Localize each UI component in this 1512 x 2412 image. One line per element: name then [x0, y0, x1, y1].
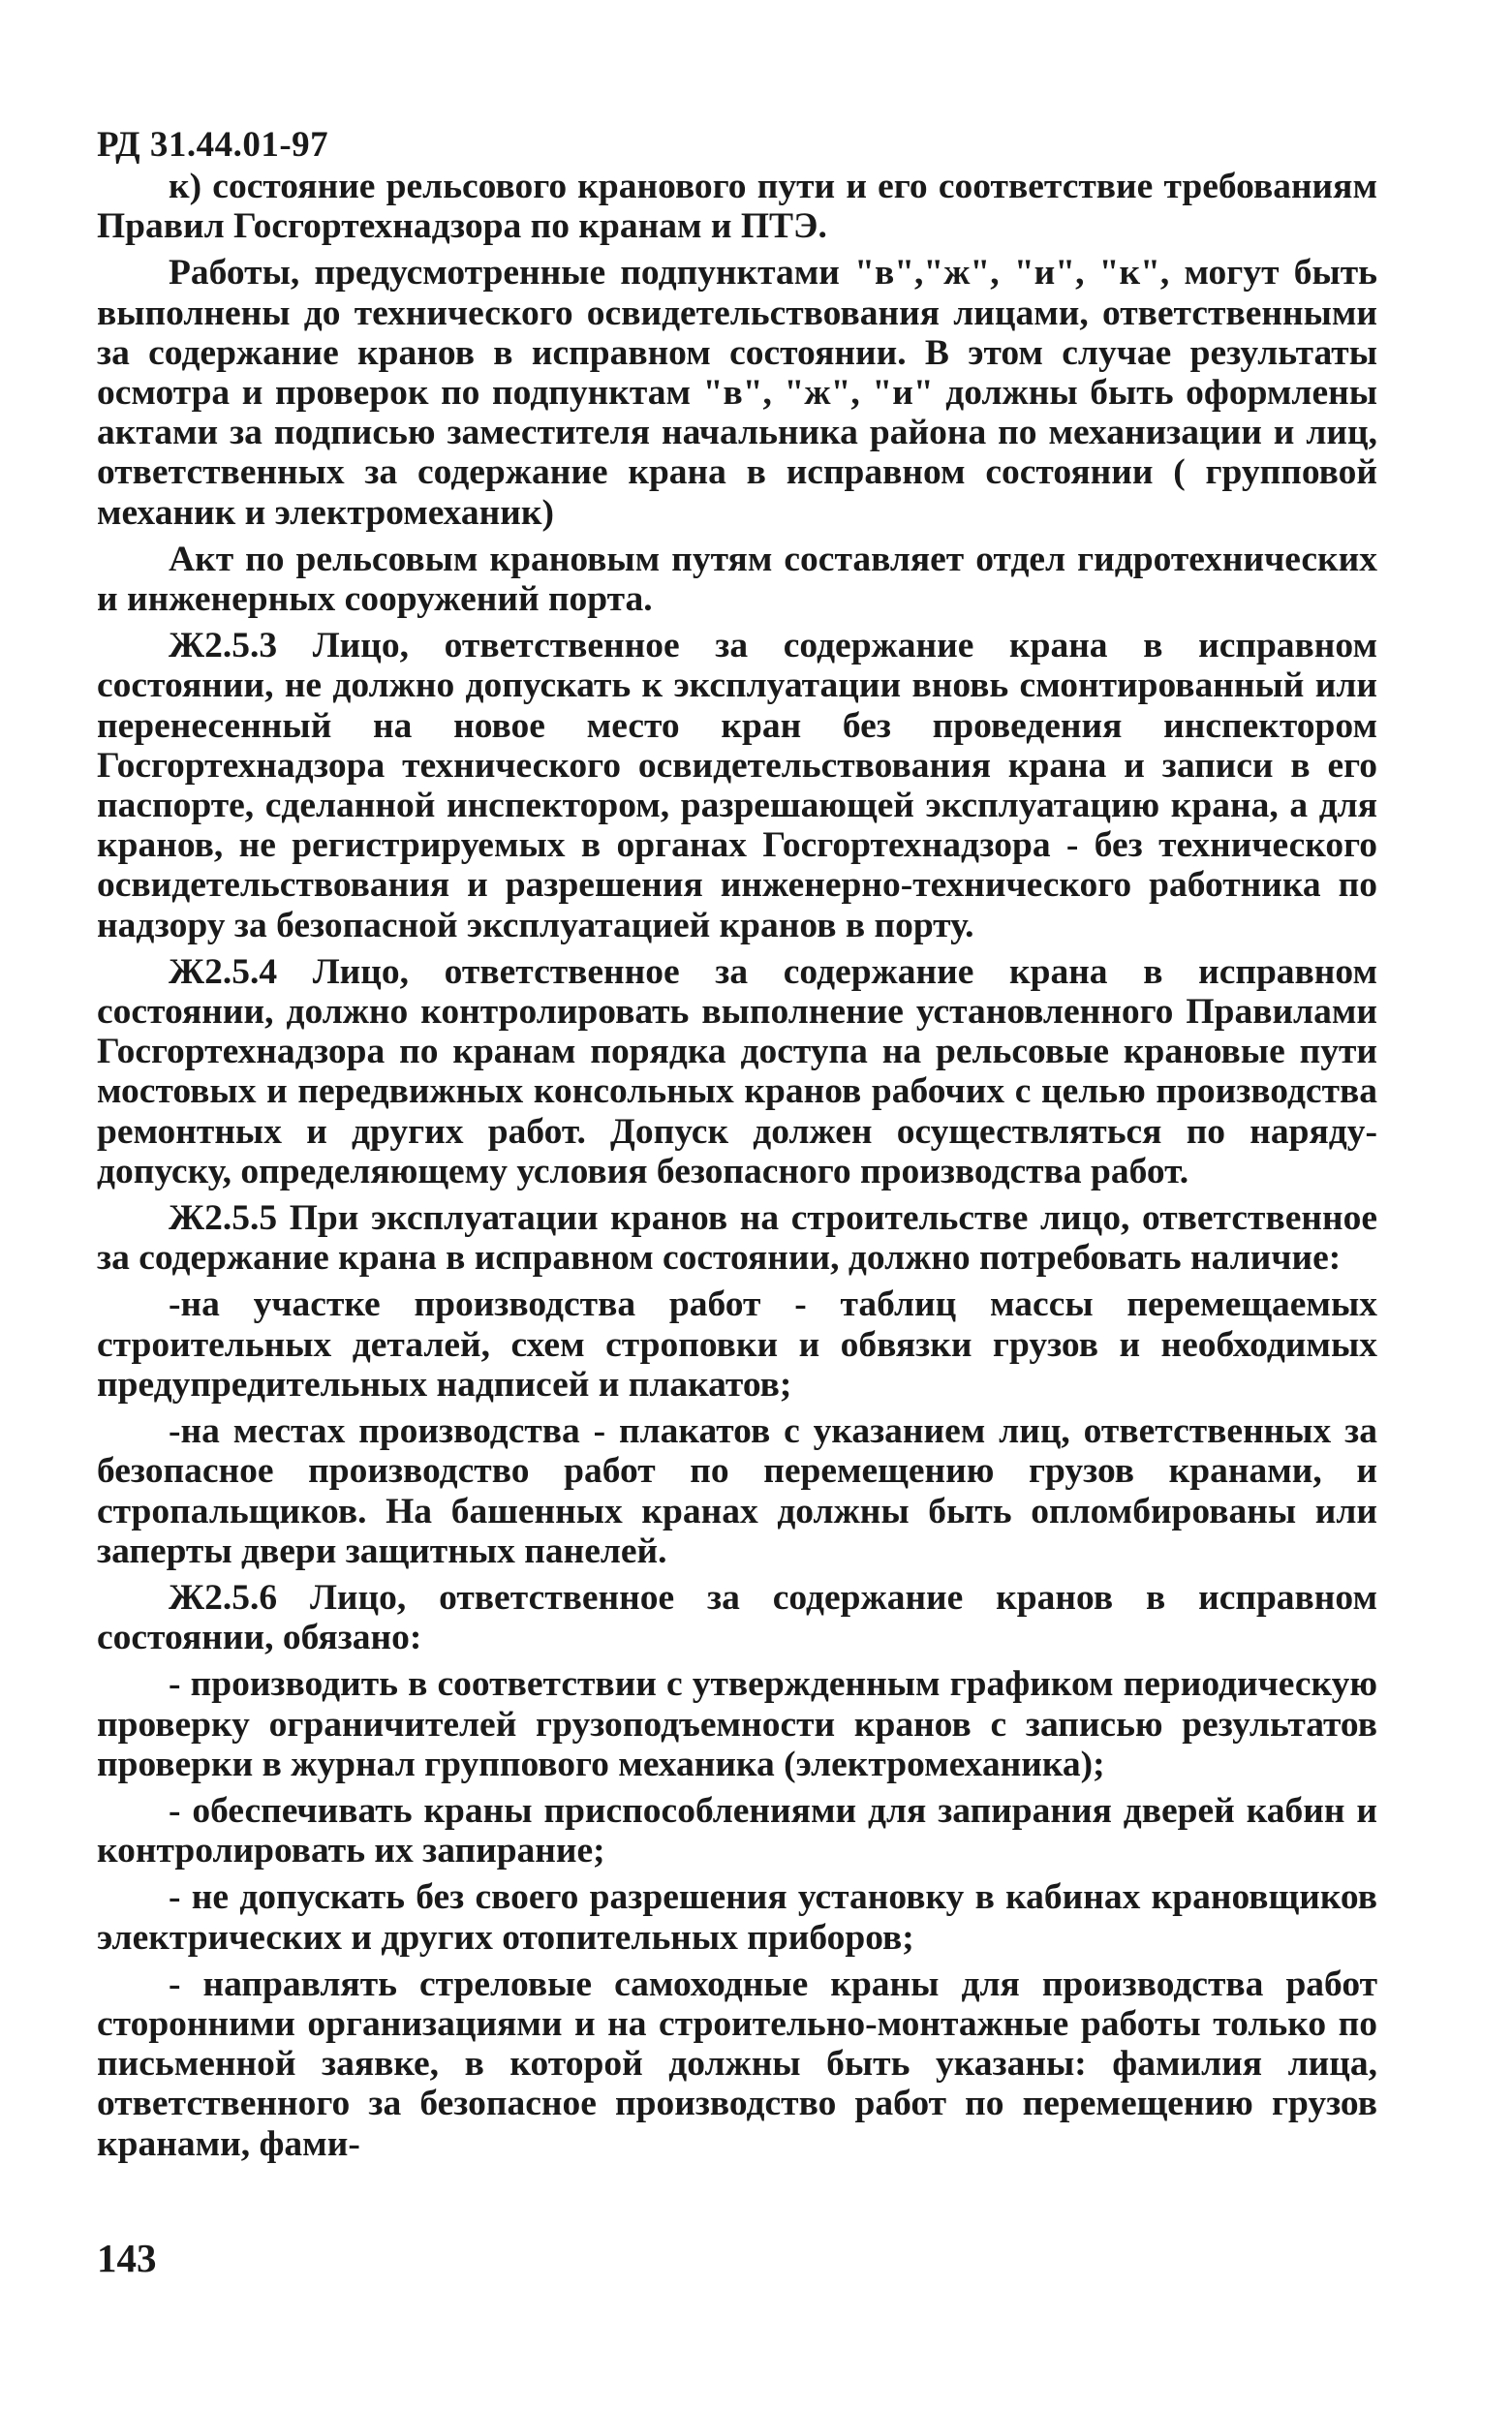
list-item-limiter-check: - производить в соответствии с утвержденным графиком периодическую проверку ограничителей грузоподъемности кранов с записью результатов проверки в журнал группового механика (электромеханика); — [97, 1664, 1377, 1784]
list-item-site-tables: -на участке производства работ - таблиц массы перемещаемых строительных деталей, схем строповки и обвязки грузов и необходимых предупредительных надписей и плакатов; — [97, 1284, 1377, 1405]
document-code-header: РД 31.44.01-97 — [97, 125, 329, 165]
list-item-heaters: - не допускать без своего разрешения установку в кабинах крановщиков электрических и других отопительных приборов; — [97, 1877, 1377, 1958]
paragraph-zh2-5-4: Ж2.5.4 Лицо, ответственное за содержание крана в исправном состоянии, должно контролировать выполнение установленного Правилами Госгортехнадзора по кранам порядка доступа на рельсовые крановые пути мостовых и передвижных консольных кранов рабочих с целью производства ремонтных и других работ. Допуск должен осуществляться по наряду-допуску, определяющему условия безопасного производства работ. — [97, 951, 1377, 1191]
paragraph-zh2-5-6: Ж2.5.6 Лицо, ответственное за содержание кранов в исправном состоянии, обязано: — [97, 1577, 1377, 1658]
list-item-posters: -на местах производства - плакатов с указанием лиц, ответственных за безопасное производство работ по перемещению грузов кранами, и стропальщиков. На башенных кранах должны быть опломбированы или заперты двери защитных панелей. — [97, 1411, 1377, 1571]
paragraph-rail-act: Акт по рельсовым крановым путям составляет отдел гидротехнических и инженерных сооружений порта. — [97, 539, 1377, 620]
page-number: 143 — [97, 2236, 157, 2280]
paragraph-zh2-5-5: Ж2.5.5 При эксплуатации кранов на строительстве лицо, ответственное за содержание крана в исправном состоянии, должно потребовать наличие: — [97, 1198, 1377, 1279]
list-item-mobile-cranes: - направлять стреловые самоходные краны для производства работ сторонними организациями и на строительно-монтажные работы только по письменной заявке, в которой должны быть указаны: фамилия лица, ответственного за безопасное производство работ по перемещению грузов кранами, фами- — [97, 1964, 1377, 2164]
paragraph-works-note: Работы, предусмотренные подпунктами "в","ж", "и", "к", могут быть выполнены до технического освидетельствования лицами, ответственными за содержание кранов в исправном состоянии. В этом случае результаты осмотра и проверок по подпунктам "в", "ж", "и" должны быть оформлены актами за подписью заместителя начальника района по механизации и лиц, ответственных за содержание крана в исправном состоянии ( групповой механик и электромеханик) — [97, 253, 1377, 533]
body-text — [97, 167, 1377, 2171]
paragraph-zh2-5-3: Ж2.5.3 Лицо, ответственное за содержание крана в исправном состоянии, не должно допускать к эксплуатации вновь смонтированный или перенесенный на новое место кран без проведения инспектором Госгортехнадзора технического освидетельствования крана и записи в его паспорте, сделанной инспектором, разрешающей эксплуатацию крана, а для кранов, не регистрируемых в органах Госгортехнадзора - без технического освидетельствования и разрешения инженерно-технического работника по надзору за безопасной эксплуатацией кранов в порту. — [97, 626, 1377, 945]
paragraph-item-k: к) состояние рельсового кранового пути и его соответствие требованиям Правил Госгортехнадзора по кранам и ПТЭ. — [97, 167, 1377, 247]
list-item-cabin-locks: - обеспечивать краны приспособлениями для запирания дверей кабин и контролировать их запирание; — [97, 1790, 1377, 1871]
